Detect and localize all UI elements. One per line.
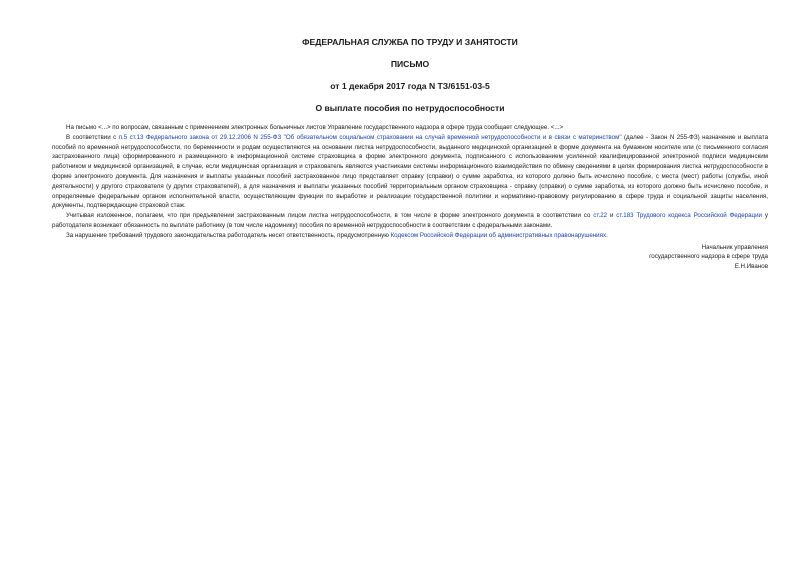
document-type: ПИСЬМО <box>390 59 430 69</box>
administrative-code-link[interactable]: Кодексом Российской Федерации об административных правонарушениях <box>390 231 607 239</box>
paragraph-text: у работодателя возникает обязанность по выплате работнику (в том числе надомнику) пособия по временной нетрудоспособности в соответствии с федеральными законами. <box>52 212 768 229</box>
law-255-fz-link[interactable]: п.5 ст.13 Федерального закона от 29.12.2006 N 255-ФЗ "Об обязательном социальном страховании на случай временной нетрудоспособности и в связи с материнством" <box>118 133 622 141</box>
paragraph-text: В соответствии с <box>66 133 119 141</box>
signature-department: государственного надзора в сфере труда <box>649 253 768 261</box>
paragraph-text: (далее - Закон N 255-ФЗ) назначение и выплата пособий по временной нетрудоспособности, по беременности и родам осуществляются на основании листка нетрудоспособности, выданного медицинской организацией в форме документа на бумажном носителе или (с письменного согласия застрахованного лица) сформированного и размещенного в информационной системе страховщика в форме электронного документа, подписанного с использованием усиленной квалифицированной электронной подписи медицинским работником и медицинской организацией, в случае, если медицинская организация и страхователь являются участниками системы информационного взаимодействия по обмену сведениями в целях формирования листка нетрудоспособности в форме электронного документа. Для назначения и выплаты указанных пособий застрахованное лицо представляет справку (справки) о сумме заработка, из которого должно быть исчислено пособие, с места (мест) работы (службы, иной деятельности) у другого страхователя (у других страхователей), а для назначения и выплаты указанных пособий территориальным органом страховщика - справку (справки) о сумме заработка, из которого должно быть исчислено пособие, и определяемые федеральным органом исполнительной власти, осуществляющим функции по выработке и реализации государственной политики и нормативно-правовому регулированию в сфере труда и социальной защиты населения, документы, подтверждающие страховой стаж. <box>52 133 769 210</box>
paragraph-text: . <box>606 231 608 239</box>
signature-name: Е.Н.Иванов <box>734 263 768 271</box>
labor-code-article-183-link[interactable]: ст.183 Трудового кодекса Российской Федерации <box>616 212 763 220</box>
agency-title: ФЕДЕРАЛЬНАЯ СЛУЖБА ПО ТРУДУ И ЗАНЯТОСТИ <box>302 37 518 47</box>
paragraph-text: За нарушение требований трудового законодательства работодатель несет ответственность, предусмотренную <box>66 231 391 239</box>
signature-block <box>52 243 768 272</box>
document-date-number: от 1 декабря 2017 года N ТЗ/6151-03-5 <box>330 81 490 91</box>
paragraph-intro: На письмо <...> по вопросам, связанным с применением электронных больничных листов Управление государственного надзора в сфере труда сообщает следующее. <...> <box>66 124 564 131</box>
paragraph-text: Учитывая изложенное, полагаем, что при предъявлении застрахованным лицом листка нетрудоспособности, в том числе в форме электронного документа в соответствии со <box>66 212 594 220</box>
paragraph-law-reference <box>52 133 768 211</box>
paragraph-liability <box>52 231 768 241</box>
paragraph-text: и <box>607 212 617 220</box>
paragraph-conclusion <box>52 211 768 231</box>
letter-document <box>52 0 768 272</box>
article-22-link[interactable]: ст.22 <box>593 212 608 220</box>
document-subject: О выплате пособия по нетрудоспособности <box>315 103 505 113</box>
signature-position: Начальник управления <box>701 243 768 251</box>
